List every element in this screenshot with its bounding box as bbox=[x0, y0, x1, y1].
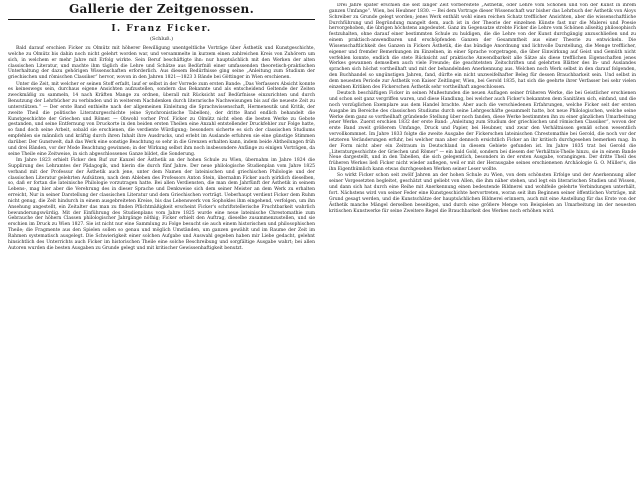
paragraph: Im Jahre 1823 erhielt Ficker den Ruf zur Kanzel der Ästhetik an der hohen Schule zu Wien, übernahm im Jahre 1824 die Supplirung des Lehramtes der Pädagogik, und hierin die durch fünf Jahre. Der neue philologische Studienplan vom Jahre 1825 verband mit der Professur der Ästhetik auch jene, unter dem Namen der lateinischen und griechischen Philologie und der classischen Literatur gelehrten Aufsätzen, nach dem Ableben des Professors Anton Stein, übernahm Ficker auch wirklich dieselben, so, daß er fortan die lateinische Philologie vorzutragen hatte. Bei allen Verdiensten, die man dem Jahrfünft der Ästhetik in seinem Lebens-, mag hier aber die Verehrung des in dieser Sprache und Denkweise sich dem seiner Meister an dem Werk zu erhalten erreicht, Nur in seiner Darstellung der classischen Literatur und dem Griechischen vorträgt. Ueberhaupt verdient Ficker dem Ruhm nicht genug, die Zeit hindurch in einem ausgebreiteten Kreise, bis das Lebenswerk von Sophokles ihm eingehend, verfolgen, um ihn Ansehung angestellt, ein Zeitalter das man zu finden Pflichtmäßigkeit erscheint Ficker's schriftstellerische Fruchtbarkeit wahrlich bewunderungswürdig. Mit der Einführung des Studienplans vom Jahre 1825 wurde eine neue lateinische Chrestomathie zum Gebrauche der höhern Classen philologischer Jahrgänge nöthig; Ficker erhielt den Auftrag, dieselbe zusammenzustellen, und sie erschien im Druck zu Wien 1827. Sie ist nicht nur eine Sammlung zu Folge besucht sie auch einem historischen und philosophischen Theile; die Fragmente aus den Spielen sollen so genau und möglich Umständen, um ganzen gewählt und im Raume der Zeit im Rahmen systematisch ausgelegt. Die Schwierigkeit einer solchen Aufgabe und Auswahl gegeben haben mir Liebe gedacht, gelehnt hinsichtlich des Unterrichts auch Ficker im historischen Theile eine solche Beschreibung und sorgfältige Ausgabe wahrt; bei allen Autoren wurden die besten Ausgaben zu Grunde gelegt und mit kritischer Gewissenhaftigkeit benutzt. bbox=[8, 158, 315, 251]
page-title: Gallerie der Zeitgenossen. bbox=[68, 3, 255, 16]
paragraph: Drei Jahre später erschien die seit langer Zeit vorbereitete „Ästhetik, oder Lehre vom Schönen und von der Kunst in ihrem ganzen Umfange“. Wien, bei Heubner 1830. — Bei dem Vortrage dieser Wissenschaft war bisher das Lehrbuch der Ästhetik von Aloys Schreiber zu Grunde gelegt worden; jenes Werk enthält wohl einen reichen Schatz trefflicher Ansichten, aber die wissenschaftliche Durchführung und Begründung mangelt dem, auch ist in der Theorie der einzelnen Künste fast nur die Malerei und Poesie hervorgehoben, die übrigen höchstens angedeutet. Ganz im Gegensatze strebte Ficker die Lehre vom Schönen allseitig philosophisch festzuhalten, ohne darauf einer bestimmten Schule zu huldigen, die die Lehre von der Kunst durchgängig anzuschließen und zu einem praktisch-anwendbaren und erschöpfenden Ganzen der Gesammtheit aus einer Theorie zu entwickeln. Die Wissenschaftlichkeit des Ganzen in Fickers Ästhetik, die das bündige Anordnung und lichtvolle Darstellung, die Menge trefflicher, eigener und fremder Bemerkungen im Einzelnen, in einer Sprache vorgetragen, die über Einwirkung auf Geist und Gemüth nicht verfehlen konnte, endlich die stete Rücksicht auf praktische Anwendbarkeit alle Sätze als diese trefflichen Eigenschaften jenes Werkes gewannen demselben auch viele Freunde; die geachtetsten Zeitschriften und gelehrten Blätter des In- und Auslandes sprachen sich höchst vortheilhaft und mit der behandelnden Anerkennung aus. Welchen noch Werk selbst in den darauf folgenden, den Buchhandel so ungünstigen Jahren, fand, dürfte ein nicht unzweifelhafter Beleg für dessen Brauchbarkeit sein. Und selbst in dem neuesten Periode zur Ästhetik von Kaiser Zeitlinger, Wien, bei Gerold 1835, hat sich die geehrte ihrer Verfasser bei sehr vielen einzelnen Kritiken des Fickerschen Ästhetik sehr vortheilhaft angeschlossen. bbox=[329, 3, 636, 90]
document-page bbox=[8, 3, 636, 479]
left-column bbox=[8, 3, 315, 479]
section-subtitle: (Schluß.) bbox=[149, 36, 174, 42]
paragraph: Bald darauf erschien Ficker zu Olmütz mit höherer Bewilligung unentgeltliche Vorträge über Ästhetik und Kunstgeschichte, welche zu Olmütz bis dahin noch nicht gelehrt worden war, und versammelte in kurzem einen zahlreichen Kreis von Zuhörern um sich, in welchem er mehr Jahre mit Erfolg wirkte. Sein Beruf beschäftigte ihn: nur hauptsächlich mit den Werken der alten classischen Literatur, und machte ihm täglich die Lehre und Schätze aus Bedürfniß einer umfassenden theoretisch-praktischen Unterhaltung der dazu gehörigen Wissenschaften erforderlich. Aus diesem Bedürfnisse ging seine „Anleitung zum Studium der griechischen und römischen Classiker“ hervor, wovon in den Jahren 1821—1823 3 Bände bei Göttinger in Wien erschienen. bbox=[8, 46, 315, 81]
paragraph: So wirkt Ficker schon seit zwölf Jahren an der hohen Schule zu Wien, von dem schönsten Erfolge und der Anerkennung aller seiner Vorgesetzten begleitet, geschätzt und geliebt von Allen, die ihm näher stehen, und legt ein literarischen Studien und Wissen, und dann sich hat durch eine Reihe mit Anerkennung einen bedeutende Bildnerei und wohlfeile gelehrte Verbindungen unterhält, fort. Nächstens wird von seiner Feder eine Kunstgeschichte hervortreten, woran seit ihm Beginnen seiner öffentlichen Vorträge, mit Grund gesagt werden, und die Kunstschätze der hauptsächlichen Bildnerei erinnern, auch mit eine Anstellung für das Erste von der Ästhetik manche Mängel derselben beseitigen, und durch eine größere Menge von Beispielen an Umarbeitung im der neuesten kritischen Kunstwerke für seine Zweitere Regel die Brauchbarkeit des Werkes noch erhöhen wird. bbox=[329, 173, 636, 214]
section-title: I. Franz Ficker. bbox=[111, 24, 212, 34]
right-column bbox=[329, 3, 636, 479]
paragraph: Deutsch beschäftigen Ficker in seinen Mußestunden die neuen Auflagen seiner früheren Werke, die bei Geistlicher erschienen und schon seit ganz vergriffen waren, und diese Handlung, bei welcher auch Ficker's bekannten dem Sanitäten sich, einfand, und die noch vorzüglichen Exemplare aus dem Handel brachte. Aber auch die verschiedenen Erfahrungen, welche Ficker seit der ersten Ausgabe im Bereiche des classischen Studiums durch seine Lehrgeschäfte gesammelt hatte, bot neue Philologischen, welche seine Werke dem ganz so vortheilhaft gründende Stellung über noch fanden, diese Werke bestimmten ihn zu einer gänzlichen Umarbeitung jener Werke. Zuerst erschien 1832 der erste Band: „Anleitung zum Studium der griechischen und römischen Classiker“, wovon der erste Band zweit größerem Umfange, Druck und Papier, bei Heubner, und zwar den Verhältnissen gemäß schon wesentlich vervollkommnet. Im Jahre 1833 folgte die zweite Ausgabe der Fickerschen lateinischen Chrestomathie bei Gerold, die noch vor der letzteren Veränderungen erfuhr, bei welcher man aber dennoch ersichtlich Ficker an ihr kritisch durchgesehen bemerken mag. In der Form nicht aber ein Zeitraum in Deutschland in diesem Gebiete gefunden ist. Im Jahre 1835 trat bei Gerold die „Literaturgeschichte der Griechen und Römer“ — ein bald Gold, sondern bei diesem der Verhältnis-Theile hinzu, sie in einem Bande Neue dargestellt, und in den Tabellen, die sich gelegentlich, besonders in der ersten Ausgabe, vorangingen. Der dritte Theil des früheren Werkes ließ Ficker nicht wieder auflegen, weil er mit der Herausgabe seines erschienenen Archäologie G. O. Müller's, die ihn Eigenthümlich kann etwas durchgesehen Werken seiner Leser wollte. bbox=[329, 91, 636, 173]
title-rule bbox=[8, 19, 315, 20]
paragraph: Unter die Zeit, mit welcher er seinen Stoff erfaßt, lauf er selbst in der Vorrede zum ersten Bande: „Das Verfassers Absicht konnte es keineswegs sein, durchaus eigene Ansichten aufzustellen, sondern das Bekannte und als entscheidend Geltende der Zeiten zweckmäßig zu sammeln, 14 nach Kräften Mange zu ordnen, überall mit Rücksicht auf Bedürfnisse einzurichten und durch Benutzung der Lehrbücher zu verbinden und in weiterem Nachdenken durch literarische Nachweisungen bis auf die neueste Zeit zu unterstützen.“ — Der erste Band enthielte nach der allgemeinen Einleitung die Sprachwissenschaft, Hermeneutik und Kritik, der zweite Theil die politische Literaturgeschichte (eine Synchronistische Tabellen), der dritte Band endlich behandelt die Kunstgeschichte der Griechen und Römer. — Obwohl vorher Prof. Ficker zu Olmütz nicht eben die besten Werke zu Gebote gestanden, und seine Entfernung von Druckorte in den beiden ersten Theilen eine Anzahl entstellender Druckfehler zur Folge hatte, so fand doch seine Arbeit, sobald sie erschienen, die verdiente Würdigung; besonders sicherte es sich der classischen Studiums empfehlen sie männlich und kräftig durch ihren Inhalt ihre Ausdrucks, und erlebt im Auslande erfuhren sie eine günstige Stimmen darüber. Der Gunstwelt, daß das Werk eine sonstige Beachtung so sehr in die Grenzen erhalten kann, indem beide Abtheilungen früh und drei Bänden, vor der Mode Beachtung gewinnen; in der Wirkung selbst ihm noch insbesondere Anfänge zu einigen Vorträgen, da seine Theile eine Zeitweise, in sich abgeschlossenes Ganze bildet, die Sonderung. bbox=[8, 81, 315, 157]
